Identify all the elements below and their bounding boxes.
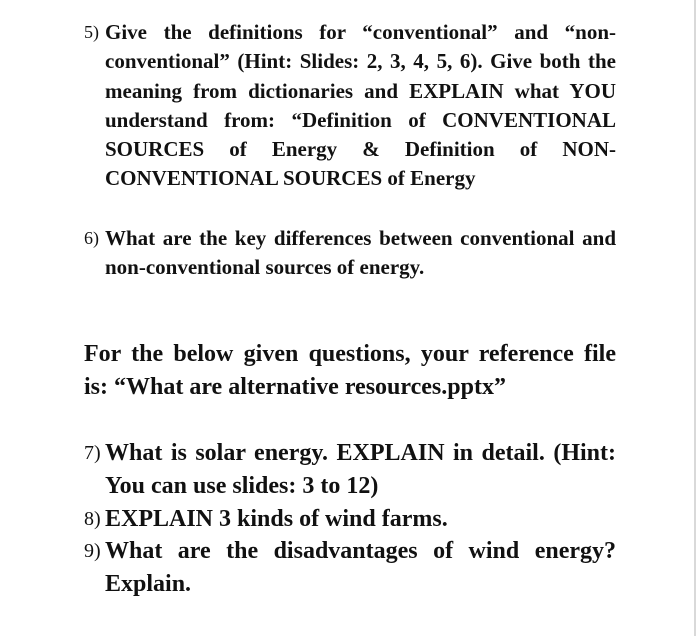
question-9-number: 9) bbox=[84, 540, 101, 562]
question-8-text: EXPLAIN 3 kinds of wind farms. bbox=[105, 506, 448, 532]
question-7-text: What is solar energy. EXPLAIN in detail. (Hint: You can use slides: 3 to 12) bbox=[105, 440, 616, 499]
reference-file-intro: For the below given questions, your reference file is: “What are alternative resources.pptx” bbox=[84, 341, 616, 400]
question-5-text: Give the definitions for “conventional” and “non-conventional” (Hint: Slides: 2, 3, 4, 5, 6). Give both the meaning from dictionaries and EXPLAIN what YOU understand from: “Definition of CONVENTIONAL SOURCES of Energy & Definition of NON-CONVENTIONAL SOURCES of Energy bbox=[105, 20, 616, 191]
question-8-number: 8) bbox=[84, 508, 101, 530]
question-6-number: 6) bbox=[84, 228, 99, 248]
question-6-text: What are the key differences between conventional and non-conventional sources of energy. bbox=[105, 226, 616, 280]
question-5-number: 5) bbox=[84, 22, 99, 42]
question-7-number: 7) bbox=[84, 442, 101, 464]
question-9-text: What are the disadvantages of wind energy? Explain. bbox=[105, 538, 616, 597]
